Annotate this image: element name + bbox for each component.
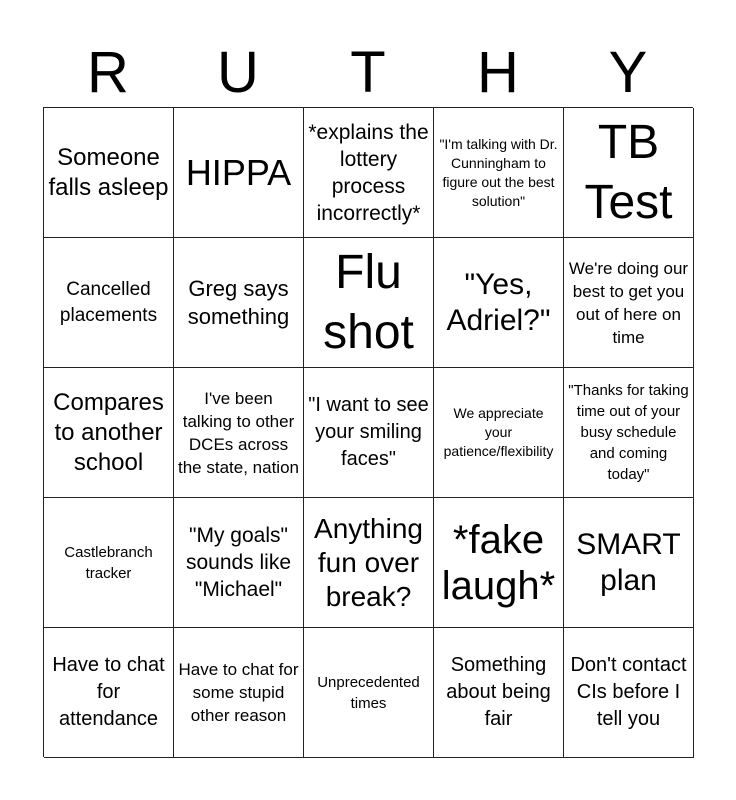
bingo-cell[interactable]: [564, 368, 694, 498]
cell-text: "I want to see your smiling faces": [308, 394, 429, 470]
cell-text: *fake laugh*: [441, 517, 556, 608]
cell-text: HIPPA: [185, 151, 292, 193]
cell-text: Someone falls asleep: [48, 143, 169, 201]
cell-text: TB Test: [584, 115, 673, 229]
bingo-cell[interactable]: [564, 238, 694, 368]
cell-text: *explains the lottery process incorrectly*: [308, 120, 429, 225]
bingo-cell[interactable]: [434, 108, 564, 238]
cell-text: Compares to another school: [53, 388, 164, 476]
bingo-cell[interactable]: [434, 628, 564, 758]
cell-text: Cancelled placements: [59, 278, 158, 326]
bingo-header: [43, 40, 693, 106]
header-letter-t: T: [350, 40, 386, 105]
bingo-cell[interactable]: [304, 628, 434, 758]
bingo-cell[interactable]: [44, 498, 174, 628]
bingo-cell[interactable]: [434, 368, 564, 498]
cell-text: Something about being fair: [446, 654, 551, 730]
cell-text: "My goals" sounds like "Michael": [185, 524, 292, 601]
bingo-cell[interactable]: [44, 238, 174, 368]
cell-text: Don't contact CIs before I tell you: [570, 654, 687, 730]
header-letter-y: Y: [608, 40, 648, 105]
bingo-cell[interactable]: [304, 238, 434, 368]
bingo-cell[interactable]: [174, 238, 304, 368]
bingo-cell[interactable]: [564, 108, 694, 238]
bingo-cell[interactable]: [564, 498, 694, 628]
cell-text: I've been talking to other DCEs across the state, nation: [178, 388, 299, 477]
bingo-cell[interactable]: [174, 628, 304, 758]
cell-text: Anything fun over break?: [314, 512, 423, 612]
bingo-cell[interactable]: [44, 628, 174, 758]
cell-text: Greg says something: [187, 275, 290, 329]
bingo-board: [43, 107, 693, 757]
bingo-cell[interactable]: [304, 498, 434, 628]
bingo-cell[interactable]: [44, 108, 174, 238]
header-letter-u: U: [217, 40, 259, 105]
cell-text: Have to chat for attendance: [52, 654, 165, 730]
bingo-cell[interactable]: [434, 238, 564, 368]
cell-text: "I'm talking with Dr. Cunningham to figure out the best solution": [439, 135, 558, 209]
bingo-cell[interactable]: [564, 628, 694, 758]
cell-text: Have to chat for some stupid other reason: [178, 660, 299, 725]
bingo-cell[interactable]: [174, 368, 304, 498]
cell-text: We're doing our best to get you out of here on time: [568, 258, 689, 347]
bingo-cell[interactable]: [434, 498, 564, 628]
cell-text: SMART plan: [576, 527, 681, 597]
cell-text: "Yes, Adriel?": [446, 267, 551, 337]
header-letter-h: H: [477, 40, 519, 105]
cell-text: "Thanks for taking time out of your busy schedule and coming today": [568, 382, 689, 483]
cell-text: Castlebranch tracker: [64, 543, 153, 582]
header-letter-r: R: [87, 40, 129, 105]
bingo-cell[interactable]: [304, 368, 434, 498]
bingo-cell[interactable]: [44, 368, 174, 498]
cell-text: Unprecedented times: [317, 673, 420, 712]
cell-text: We appreciate your patience/flexibility: [443, 405, 554, 459]
bingo-cell[interactable]: [174, 108, 304, 238]
bingo-cell[interactable]: [174, 498, 304, 628]
bingo-cell[interactable]: [304, 108, 434, 238]
cell-text: Flu shot: [323, 245, 414, 359]
